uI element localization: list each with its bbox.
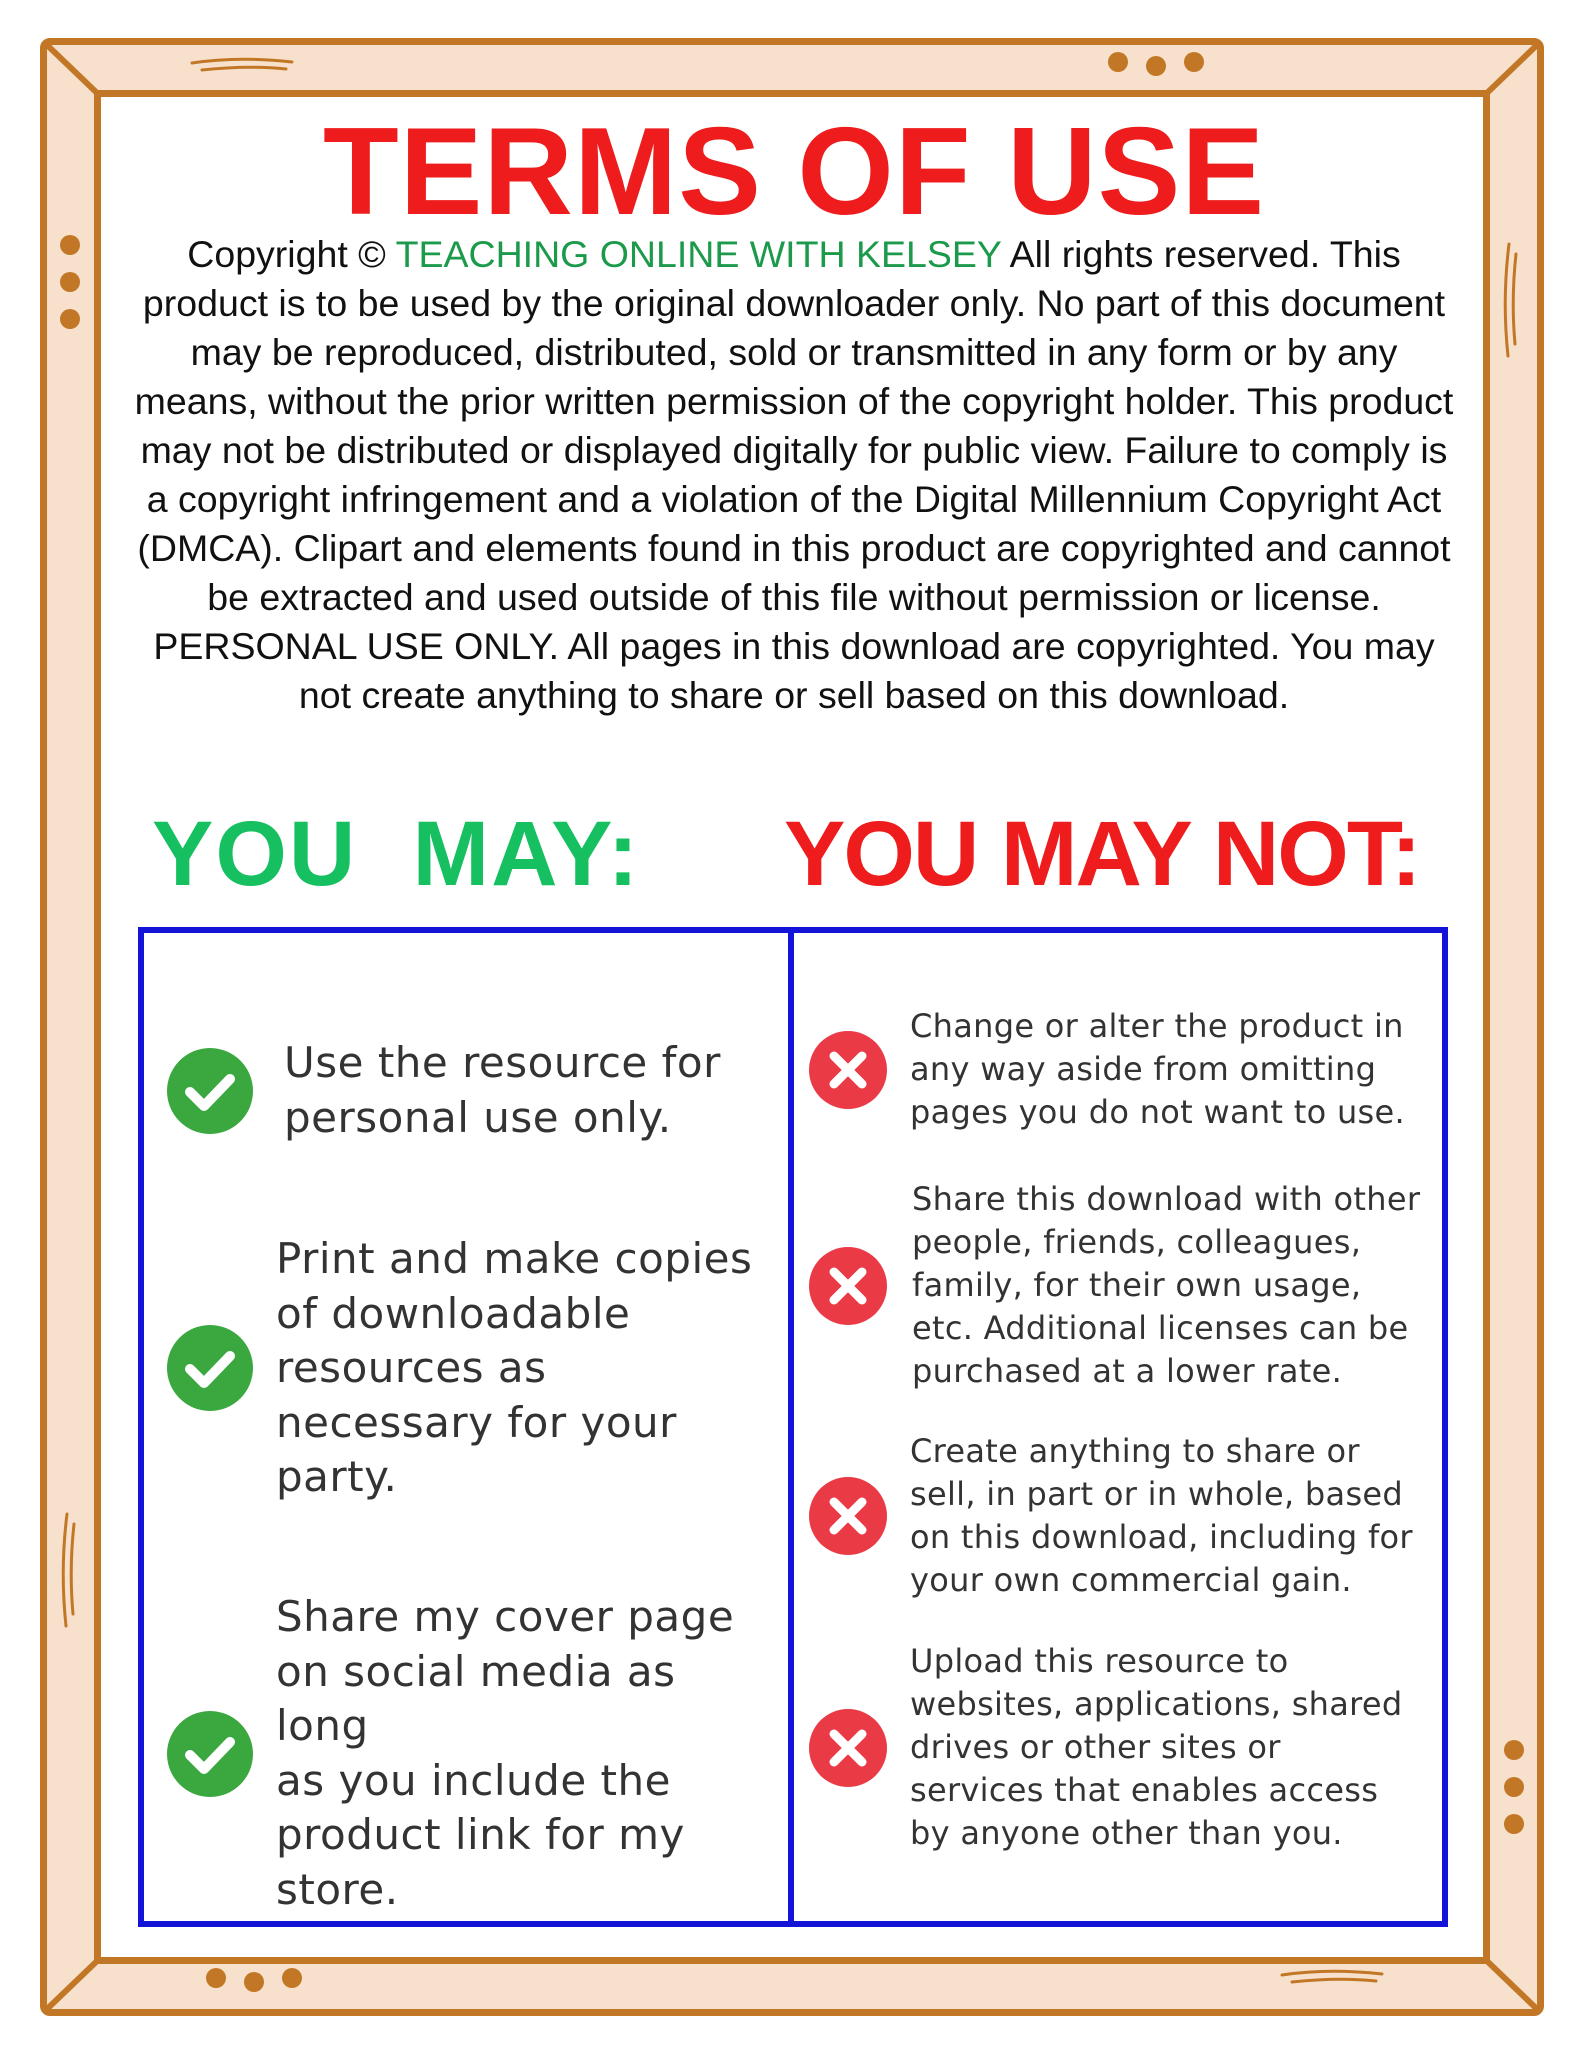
may-item <box>166 1590 776 1917</box>
check-circle-icon <box>166 1047 254 1135</box>
table-divider <box>788 927 794 1927</box>
may-not-item <box>808 1430 1438 1602</box>
may-item-text: Print and make copies of downloadable resources as necessary for your party. <box>276 1234 753 1501</box>
may-not-item <box>808 1640 1438 1855</box>
wood-grain-top-left <box>188 54 298 78</box>
may-item <box>166 1232 776 1505</box>
brand-name: TEACHING ONLINE WITH KELSEY <box>395 233 1002 275</box>
may-item-text: Use the resource for personal use only. <box>284 1038 721 1142</box>
wood-grain-right-side <box>1500 240 1524 360</box>
may-not-item-text: Create anything to share or sell, in part or in whole, based on this download, including for your own commercial gain. <box>910 1432 1413 1599</box>
you-may-heading: YOU MAY: <box>152 803 641 905</box>
x-circle-icon <box>808 1246 888 1326</box>
check-circle-icon <box>166 1710 254 1798</box>
may-not-item <box>808 1178 1438 1393</box>
may-item-text: Share my cover page on social media as long as you include the product link for my store. <box>276 1592 735 1914</box>
may-item <box>166 1036 776 1145</box>
copyright-body: This product is to be used by the original downloader only. No part of this document may be reproduced, distributed, sold or transmitted in any form or by any means, without the prior written permission of the copyright holder. This product may not be distributed or displayed digitally for public view. Failure to comply is a copyright infringement and a violation of the Digital Millennium Copyright Act (DMCA). Clipart and elements found in this product are copyrighted and cannot be extracted and used outside of this file without permission or license. PERSONAL USE ONLY. All pages in this download are copyrighted. You may not create anything to share or sell based on this download. <box>134 233 1454 716</box>
copyright-notice <box>125 230 1463 720</box>
x-circle-icon <box>808 1030 888 1110</box>
page-title: TERMS OF USE <box>322 103 1266 241</box>
wood-grain-left-side <box>58 1510 82 1630</box>
check-circle-icon <box>166 1324 254 1412</box>
copyright-suffix: All rights reserved. <box>1001 233 1321 275</box>
may-not-item <box>808 1005 1438 1134</box>
you-may-not-heading: YOU MAY NOT: <box>784 803 1420 905</box>
x-circle-icon <box>808 1708 888 1788</box>
may-not-item-text: Share this download with other people, friends, colleagues, family, for their own usage, etc. Additional licenses can be purchased at a lower rate. <box>912 1180 1421 1390</box>
wood-grain-bottom-right <box>1278 1966 1388 1990</box>
may-not-item-text: Upload this resource to websites, applications, shared drives or other sites or services that enables access by anyone other than you. <box>910 1642 1403 1852</box>
may-not-item-text: Change or alter the product in any way aside from omitting pages you do not want to use. <box>910 1007 1405 1131</box>
copyright-prefix: Copyright © <box>187 233 396 275</box>
x-circle-icon <box>808 1476 888 1556</box>
